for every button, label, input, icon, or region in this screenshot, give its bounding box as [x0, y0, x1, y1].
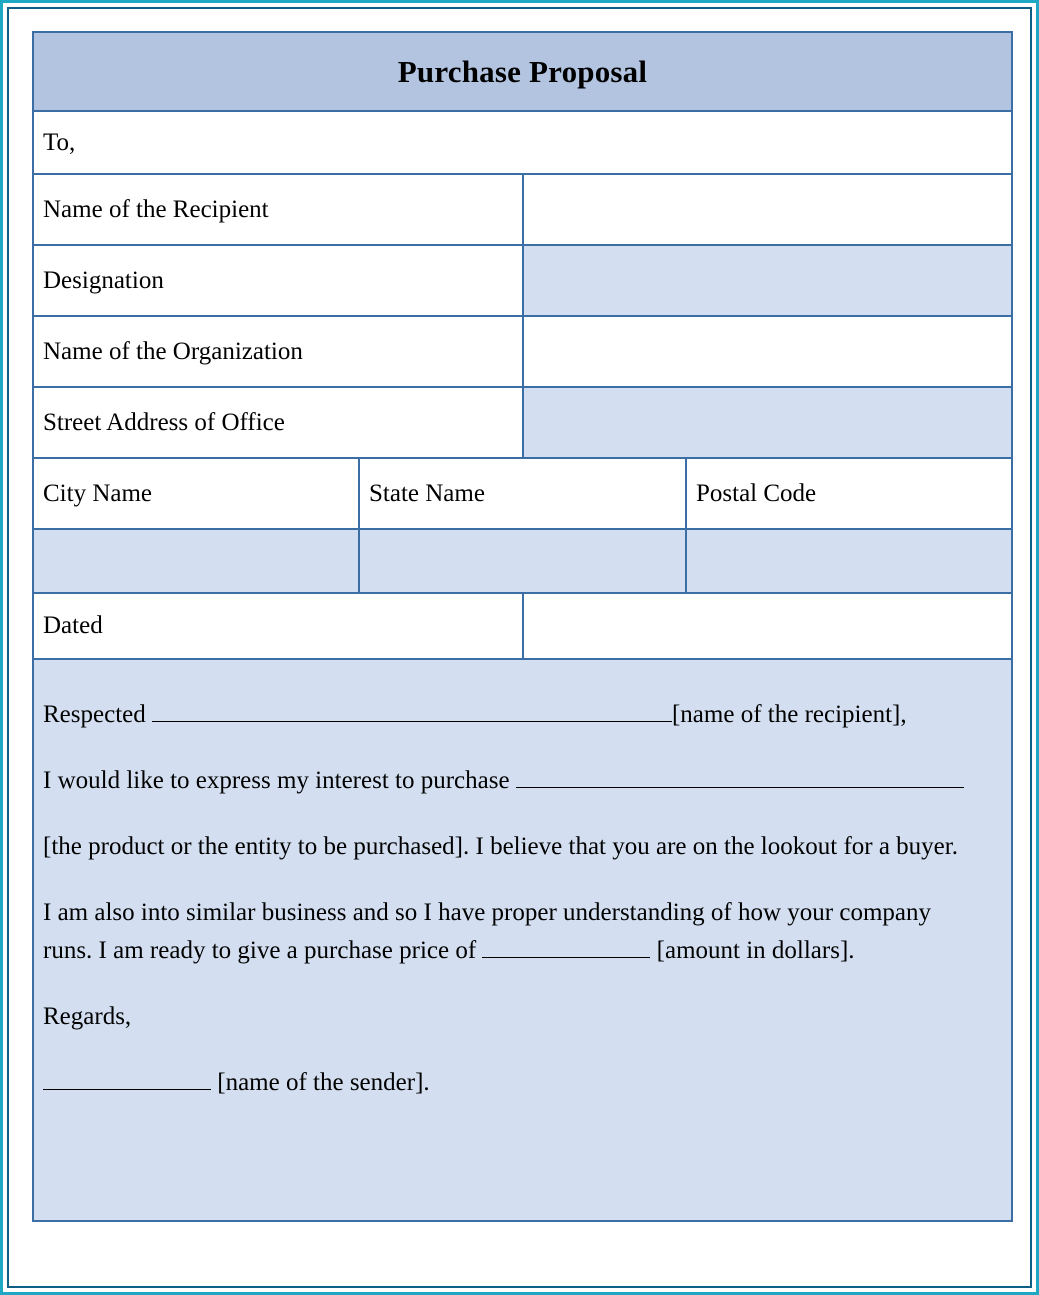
street-address-label: Street Address of Office: [34, 388, 524, 457]
table-row: [34, 317, 1011, 388]
dated-row: [34, 594, 1011, 660]
offer-suffix: [amount in dollars].: [656, 937, 855, 964]
postal-code-label: Postal Code: [687, 459, 1011, 528]
table-row: [34, 388, 1011, 459]
state-name-label: State Name: [360, 459, 687, 528]
city-name-label: City Name: [34, 459, 360, 528]
designation-label: Designation: [34, 246, 524, 315]
interest-paragraph: [34, 762, 1011, 800]
offer-paragraph: [34, 894, 1011, 970]
state-name-value[interactable]: [360, 530, 687, 592]
to-label: To,: [34, 112, 1011, 173]
dated-value[interactable]: [524, 594, 1011, 658]
organization-name-value[interactable]: [524, 317, 1011, 386]
closing-line: Regards,: [43, 1003, 132, 1030]
document-header: [34, 33, 1011, 112]
dated-label: Dated: [34, 594, 524, 658]
street-address-value[interactable]: [524, 388, 1011, 457]
amount-blank-field[interactable]: [482, 935, 650, 958]
designation-value[interactable]: [524, 246, 1011, 315]
postal-code-value[interactable]: [687, 530, 1011, 592]
offer-prefix: I am also into similar business and so I have proper understanding of how your company runs. I am ready to give a purchase price of: [43, 899, 932, 964]
salutation-prefix: Respected: [43, 701, 146, 728]
purchase-proposal-document: [32, 31, 1013, 1222]
recipient-name-label: Name of the Recipient: [34, 175, 524, 244]
to-row: [34, 112, 1011, 175]
organization-name-label: Name of the Organization: [34, 317, 524, 386]
page-title: Purchase Proposal: [397, 53, 648, 89]
interest-continued-text: [the product or the entity to be purchased]. I believe that you are on the lookout for a buyer.: [43, 833, 958, 860]
product-blank-field[interactable]: [516, 765, 964, 788]
signature-suffix: [name of the sender].: [217, 1069, 430, 1096]
table-row: [34, 175, 1011, 246]
recipient-blank-field[interactable]: [152, 699, 672, 722]
recipient-name-value[interactable]: [524, 175, 1011, 244]
sender-blank-field[interactable]: [43, 1067, 211, 1090]
city-name-value[interactable]: [34, 530, 360, 592]
table-row: [34, 246, 1011, 317]
interest-paragraph-continued: [34, 828, 1011, 866]
address-value-row: [34, 530, 1011, 594]
signature-line: [34, 1064, 1011, 1102]
address-header-row: [34, 459, 1011, 530]
interest-prefix: I would like to express my interest to purchase: [43, 767, 510, 794]
letter-body: [34, 660, 1011, 1220]
salutation-paragraph: [34, 696, 1011, 734]
salutation-suffix: [name of the recipient],: [671, 701, 907, 728]
